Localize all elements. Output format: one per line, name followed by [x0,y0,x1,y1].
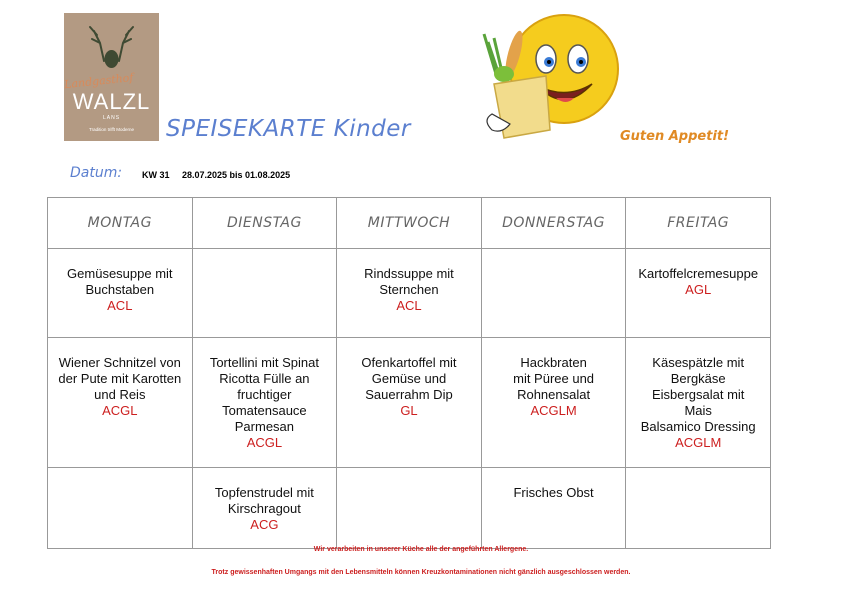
dish-name: Frisches Obst [513,485,594,500]
menu-cell-thursday [481,468,626,549]
allergen-code: AGL [685,282,712,297]
allergen-code: ACL [396,298,422,313]
deer-antler-icon [64,13,159,73]
menu-cell-thursday [481,338,626,468]
dish-name: Gemüsesuppe mit Buchstaben [67,266,173,297]
day-header-row [48,198,771,249]
menu-cell-monday [48,249,193,338]
calendar-week: KW 31 [142,170,170,180]
logo-location: LANS [102,115,121,121]
weekly-menu-table [47,197,771,549]
menu-cell-friday [626,338,771,468]
dish-name: Rindssuppe mit Sternchen [364,266,454,297]
menu-cell-wednesday [337,338,482,468]
menu-row-main [48,338,771,468]
date-range: 28.07.2025 bis 01.08.2025 [182,170,291,180]
date-label: Datum: [70,165,123,181]
logo-name: WALZL [72,89,151,114]
allergen-code: ACL [107,298,133,313]
allergen-code: ACGLM [530,403,577,418]
menu-cell-tuesday [192,249,337,338]
menu-cell-thursday [481,249,626,338]
page-title: SPEISEKARTE Kinder [166,116,411,142]
greeting-text: Guten Appetit! [620,129,730,144]
menu-cell-tuesday [192,468,337,549]
dish-name: Wiener Schnitzel von der Pute mit Karotten und Reis [58,355,182,402]
menu-cell-wednesday [337,468,482,549]
smiley-groceries-icon [474,14,624,144]
dish-name: Topfenstrudel mit Kirschragout [214,485,314,516]
logo-tagline: Tradition trifft Moderne [88,127,135,132]
menu-row-soup [48,249,771,338]
day-header-tuesday: DIENSTAG [192,198,337,249]
dish-name: Hackbraten mit Püree und Rohnensalat [513,355,595,402]
day-header-monday: MONTAG [48,198,193,249]
menu-cell-tuesday [192,338,337,468]
allergen-code: ACGLM [675,435,722,450]
day-header-wednesday: MITTWOCH [337,198,482,249]
menu-cell-monday [48,338,193,468]
dish-name: Kartoffelcremesuppe [638,266,759,281]
allergen-code: GL [400,403,418,418]
allergen-code: ACGL [246,435,283,450]
allergen-code: ACGL [102,403,138,418]
menu-cell-friday [626,468,771,549]
dish-name: Käsespätzle mit Bergkäse Eisbergsalat mit Mais Balsamico Dressing [640,355,756,434]
allergen-note: Wir verarbeiten in unserer Küche alle der angeführten Allergene. [313,546,529,553]
logo-script-text: Landgasthof [63,71,135,92]
dish-name: Ofenkartoffel mit Gemüse und Sauerrahm Dip [361,355,457,402]
allergen-code: ACG [250,517,279,532]
menu-cell-monday [48,468,193,549]
restaurant-logo [64,13,159,141]
dish-name: Tortellini mit Spinat Ricotta Fülle an fruchtiger Tomatensauce Parmesan [209,355,319,434]
menu-row-dessert [48,468,771,549]
menu-cell-wednesday [337,249,482,338]
day-header-friday: FREITAG [626,198,771,249]
menu-cell-friday [626,249,771,338]
contamination-note: Trotz gewissenhaften Umgangs mit den Lebensmitteln können Kreuzkontaminationen nicht gänzlich ausgeschlossen werden. [211,569,631,576]
day-header-thursday: DONNERSTAG [481,198,626,249]
